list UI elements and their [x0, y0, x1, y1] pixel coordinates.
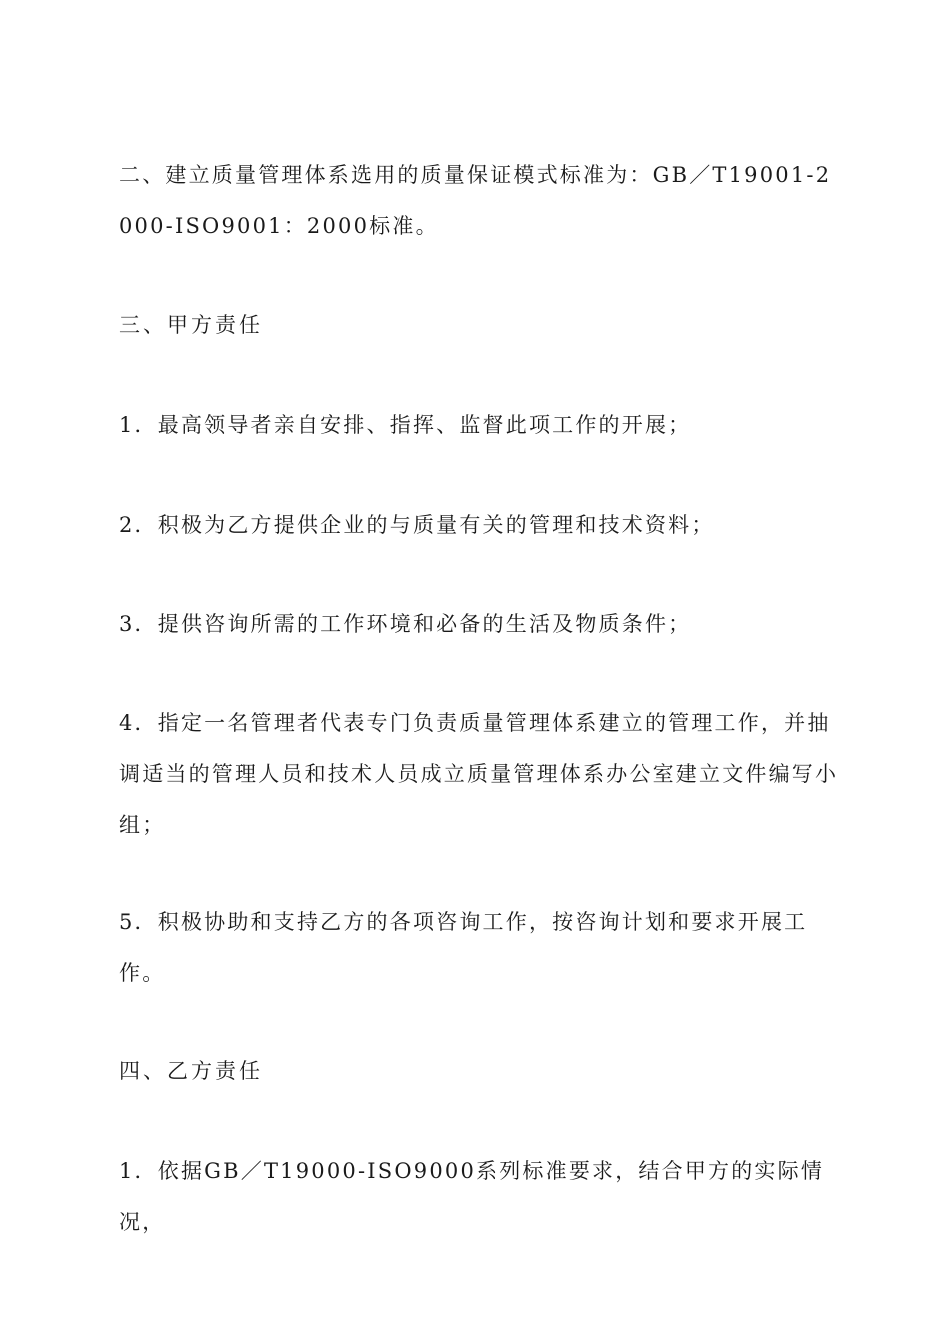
party-a-item-4: 4．指定一名管理者代表专门负责质量管理体系建立的管理工作，并抽调适当的管理人员和技术人员成立质量管理体系办公室建立文件编写小组；	[119, 711, 839, 837]
party-b-item-1: 1．依据GB／T19000-ISO9000系列标准要求，结合甲方的实际情况，	[119, 1159, 825, 1234]
clause-two-standard: 二、建立质量管理体系选用的质量保证模式标准为：GB／T19001-2000-ISO9001：2000标准。	[119, 163, 832, 238]
heading-party-b-responsibilities: 四、乙方责任	[119, 1059, 263, 1083]
party-a-item-1: 1．最高领导者亲自安排、指挥、监督此项工作的开展；	[119, 413, 692, 437]
party-a-item-3: 3．提供咨询所需的工作环境和必备的生活及物质条件；	[119, 612, 692, 636]
party-a-item-5: 5．积极协助和支持乙方的各项咨询工作，按咨询计划和要求开展工作。	[119, 910, 808, 985]
party-a-item-2: 2．积极为乙方提供企业的与质量有关的管理和技术资料；	[119, 513, 715, 537]
heading-party-a-responsibilities: 三、甲方责任	[119, 313, 263, 337]
